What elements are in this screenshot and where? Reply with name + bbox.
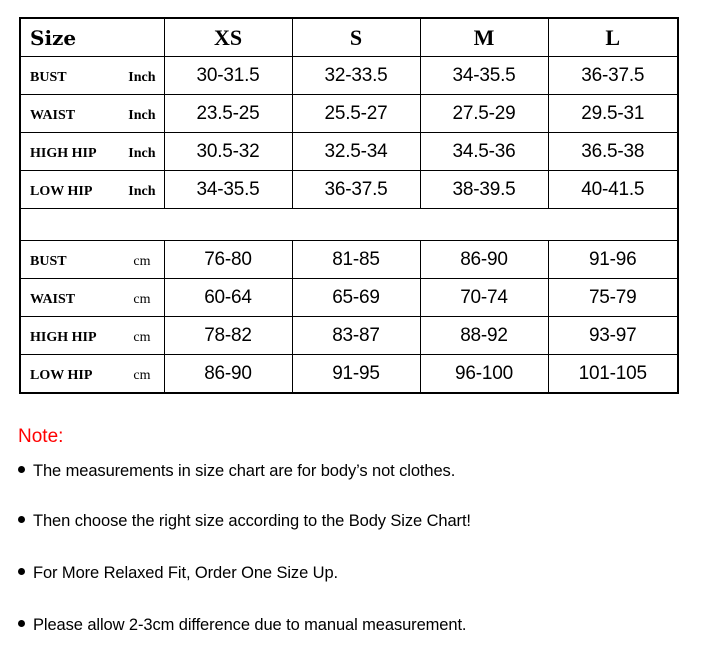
note-item xyxy=(18,564,338,583)
note-text: Then choose the right size according to the Body Size Chart! xyxy=(33,512,471,530)
size-header-xs: XS xyxy=(164,18,292,57)
table-cell: 34-35.5 xyxy=(164,171,292,209)
row-label xyxy=(20,171,164,209)
note-text: For More Relaxed Fit, Order One Size Up. xyxy=(33,564,339,582)
table-row xyxy=(20,317,678,355)
table-cell: 38-39.5 xyxy=(420,171,548,209)
note-item xyxy=(18,616,466,635)
table-cell: 65-69 xyxy=(292,279,420,317)
row-label xyxy=(20,317,164,355)
measure-unit: cm xyxy=(133,329,151,345)
table-cell: 60-64 xyxy=(164,279,292,317)
table-row xyxy=(20,279,678,317)
bullet-icon xyxy=(18,466,25,473)
table-cell: 36.5-38 xyxy=(548,133,678,171)
table-cell: 30-31.5 xyxy=(164,57,292,95)
bullet-icon xyxy=(18,568,25,575)
table-row xyxy=(20,133,678,171)
table-cell: 34.5-36 xyxy=(420,133,548,171)
row-label xyxy=(20,95,164,133)
table-cell: 86-90 xyxy=(164,355,292,394)
measure-unit: Inch xyxy=(128,183,156,199)
table-row xyxy=(20,355,678,394)
table-cell: 32.5-34 xyxy=(292,133,420,171)
table-cell: 83-87 xyxy=(292,317,420,355)
measure-name: WAIST xyxy=(30,291,76,307)
table-cell: 70-74 xyxy=(420,279,548,317)
table-cell: 27.5-29 xyxy=(420,95,548,133)
table-row xyxy=(20,95,678,133)
table-cell: 91-96 xyxy=(548,241,678,279)
size-header-l: L xyxy=(548,18,678,57)
table-cell: 88-92 xyxy=(420,317,548,355)
size-header-label: Size xyxy=(20,18,164,57)
table-cell: 36-37.5 xyxy=(548,57,678,95)
table-cell: 91-95 xyxy=(292,355,420,394)
note-text: Please allow 2-3cm difference due to manual measurement. xyxy=(33,616,467,634)
bullet-icon xyxy=(18,620,25,627)
row-label xyxy=(20,133,164,171)
measure-name: WAIST xyxy=(30,107,76,123)
measure-name: LOW HIP xyxy=(30,183,93,199)
size-header-s: S xyxy=(292,18,420,57)
measure-unit: cm xyxy=(133,291,151,307)
measure-name: HIGH HIP xyxy=(30,145,97,161)
table-cell: 40-41.5 xyxy=(548,171,678,209)
table-row xyxy=(20,171,678,209)
row-label xyxy=(20,355,164,394)
note-item xyxy=(18,462,455,481)
table-cell: 75-79 xyxy=(548,279,678,317)
measure-name: BUST xyxy=(30,69,67,85)
table-cell: 32-33.5 xyxy=(292,57,420,95)
measure-unit: Inch xyxy=(128,107,156,123)
spacer-cell xyxy=(20,209,678,241)
table-cell: 23.5-25 xyxy=(164,95,292,133)
measure-unit: cm xyxy=(133,367,151,383)
bullet-icon xyxy=(18,516,25,523)
table-cell: 96-100 xyxy=(420,355,548,394)
measure-unit: cm xyxy=(133,253,151,269)
table-row xyxy=(20,241,678,279)
measure-name: BUST xyxy=(30,253,67,269)
measure-name: HIGH HIP xyxy=(30,329,97,345)
table-cell: 34-35.5 xyxy=(420,57,548,95)
size-header-m: M xyxy=(420,18,548,57)
measure-name: LOW HIP xyxy=(30,367,93,383)
table-cell: 36-37.5 xyxy=(292,171,420,209)
table-cell: 86-90 xyxy=(420,241,548,279)
table-row xyxy=(20,57,678,95)
table-cell: 30.5-32 xyxy=(164,133,292,171)
table-cell: 25.5-27 xyxy=(292,95,420,133)
row-label xyxy=(20,279,164,317)
row-label xyxy=(20,241,164,279)
table-header-row xyxy=(20,18,678,57)
table-cell: 81-85 xyxy=(292,241,420,279)
table-spacer-row xyxy=(20,209,678,241)
table-cell: 76-80 xyxy=(164,241,292,279)
table-cell: 101-105 xyxy=(548,355,678,394)
note-item xyxy=(18,512,471,531)
measure-unit: Inch xyxy=(128,145,156,161)
table-cell: 93-97 xyxy=(548,317,678,355)
note-text: The measurements in size chart are for body’s not clothes. xyxy=(33,462,456,480)
table-cell: 29.5-31 xyxy=(548,95,678,133)
notes-section xyxy=(18,426,678,634)
note-title: Note: xyxy=(18,426,64,447)
table-cell: 78-82 xyxy=(164,317,292,355)
row-label xyxy=(20,57,164,95)
size-chart-table xyxy=(19,17,679,394)
measure-unit: Inch xyxy=(128,69,156,85)
